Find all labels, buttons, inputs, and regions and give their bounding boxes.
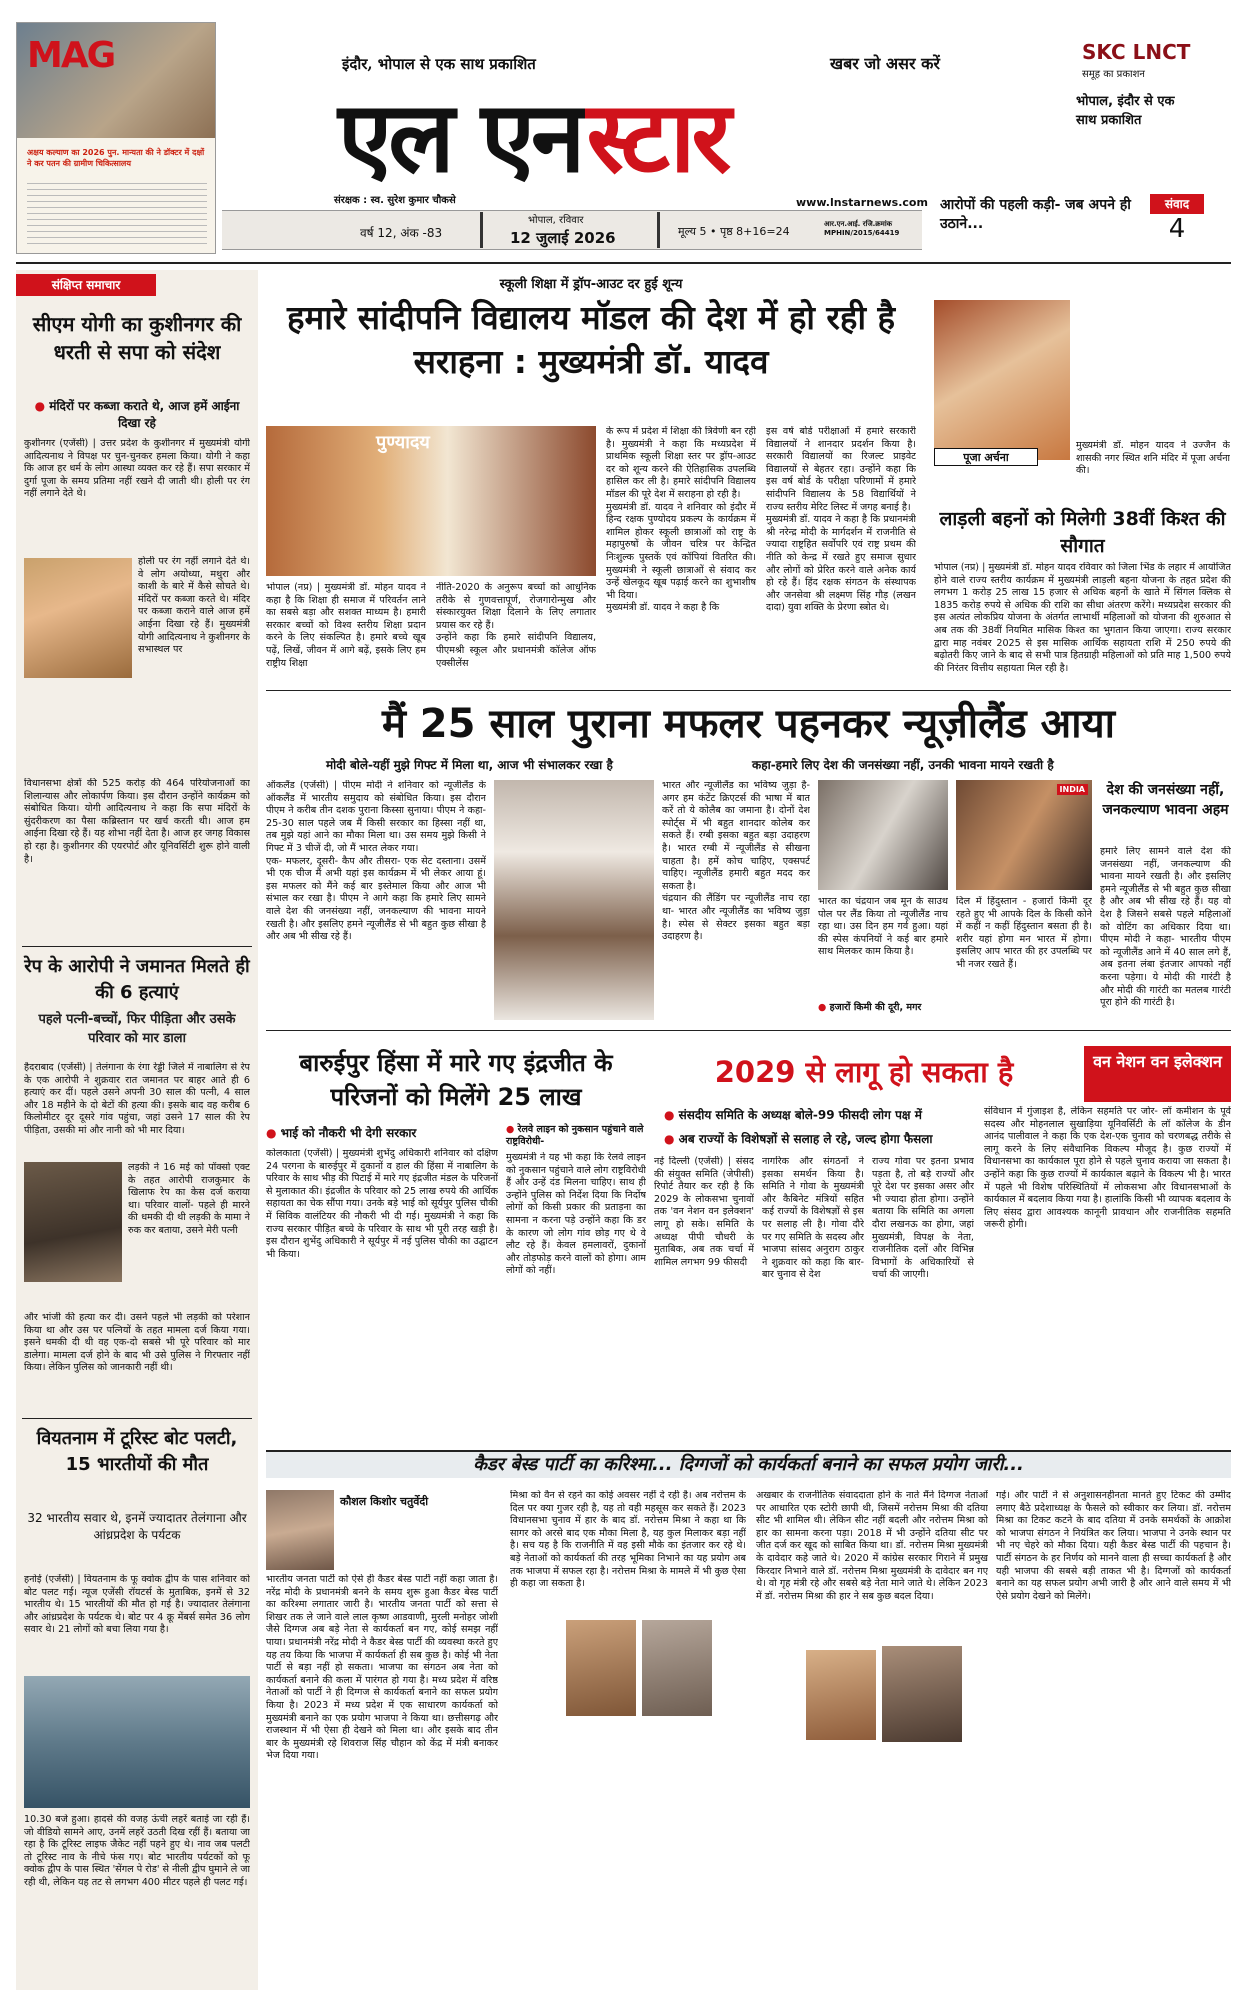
story3-body2: 10.30 बजे हुआ। हादसे की वजह ऊंची लहरें बताई जा रही हैं। जो वीडियो सामने आए, उनमें लहरें उठती दिख रहीं हैं। बताया जा रहा है कि टूरिस्ट लाइफ जैकेट नहीं पहने हुए थे। नाव जब पलटी तो टूरिस्ट नाव के नीचे फंस गए। बोट भारतीय पर्यटकों को फू क्वोक द्वीप के पास स्थित 'सेंगल पे रोड' से नीली द्वीप घुमाने ले जा रही थी, लेकिन यह तट से लगभग 400 मीटर पहले ही पलट गई।	[24, 1814, 250, 1888]
baruipur-story	[266, 1040, 646, 1450]
modi-photo-2	[818, 780, 948, 890]
brand-right-sub: समूह का प्रकाशन	[1082, 69, 1145, 80]
masthead-rule	[16, 262, 1231, 264]
onenation-col2: नागरिक और संगठनों ने इसका समर्थन किया है। समिति ने गोवा के मुख्यमंत्री और कैबिनेट मंत्रियों सहित कई राज्यों के विशेषज्ञों से इस पर सलाह ली है। गोवा दौरे पर गए समिति के सदस्य और भाजपा सांसद अनुराग ठाकुर ने शुक्रवार को कहा कि बार-बार चुनाव से देश	[762, 1156, 864, 1281]
modi-side-headline[interactable]: देश की जनसंख्या नहीं, जनकल्याण भावना अहम	[1102, 782, 1229, 818]
story2-sub: पहले पत्नी-बच्चों, फिर पीड़िता और उसके परिवार को मार डाला	[38, 1012, 236, 1046]
story1-body2: होली पर रंग नहीं लगाने देते थे। वे लोग अयोध्या, मथुरा और काशी के बारे में कैसे सोचते थे। मंदिरों पर कब्जा करते थे। मंदिर पर कब्जा कराने वाले आज हमें आईना दिखा रहे हैं। मुख्यमंत्री योगी आदित्यनाथ ने कुशीनगर के सभास्थल पर	[138, 556, 250, 656]
onenation-headline[interactable]: 2029 से लागू हो सकता है	[714, 1055, 1014, 1089]
yadav-col4: इस वर्ष बोर्ड परीक्षाओं में हमारे सरकारी विद्यालयों ने शानदार प्रदर्शन किया है। सरकारी विद्यालयों का रिजल्ट प्राइवेट विद्यालयों से बेहतर रहा। उन्होंने कहा कि इस वर्ष बोर्ड के परीक्षा परिणामों में हमारे सांदीपनि विद्यालय के 58 विद्यार्थियों ने राज्य स्तरीय मेरिट लिस्ट में जगह बनाई है। मुख्यमंत्री डॉ. यादव ने कहा है कि प्रधानमंत्री श्री नरेन्द्र मोदी के मार्गदर्शन में राजनीति से ज्यादा राष्ट्रहित सर्वोपरि एवं राष्ट्र प्रथम की नीति को केन्द्र में रखते हुए समाज सुधार और लोगों को प्रेरित करने वाले अनेक कार्य हो रहे हैं। हिंद रक्षक संगठन के संस्थापक और जनसेवा श्री लक्ष्मण सिंह गौड़ (लखन दादा) युवा शक्ति के प्रेरणा स्त्रोत थे।	[766, 426, 916, 614]
modi-headline[interactable]: मैं 25 साल पुराना मफलर पहनकर न्यूज़ीलैंड आया	[381, 701, 1116, 747]
yadav-col1: भोपाल (नप्र) | मुख्यमंत्री डॉ. मोहन यादव ने कहा है कि शिक्षा ही समाज में परिवर्तन लाने का सबसे बड़ा और सशक्त माध्यम है। हमारी सरकार बच्चों को विश्व स्तरीय शिक्षा प्रदान करने के लिए संकल्पित है। हमारे बच्चे खूब पढ़ें, लिखें, जीवन में आगे बढ़ें, इसके लिए हम राष्ट्रीय शिक्षा	[266, 582, 426, 669]
title-black: एल एन	[338, 81, 582, 195]
ladli-body: भोपाल (नप्र) | मुख्यमंत्री डॉ. मोहन यादव रविवार को जिला भिंड के लहार में आयोजित होने वाले राज्य स्तरीय कार्यक्रम में मुख्यमंत्री लाड़ली बहना योजना के तहत प्रदेश की लगभग 1 करोड़ 25 लाख 15 हजार से अधिक बहनों के खाते में सिंगल क्लिक से 1835 करोड़ रुपये से अधिक की राशि का सीधा अंतरण करेंगे। मध्यप्रदेश सरकार की इस अत्यंत लोकप्रिय योजना के अंतर्गत लाभार्थी महिलाओं को योजना की शुरुआत से अब तक की 38वीं नियमित मासिक किश्त का भुगतान किया जाएगा। राज्य सरकार द्वारा माह नवंबर 2025 से इस मासिक आर्थिक सहायता राशि में 250 रुपये की बढ़ोतरी किए जाने के बाद से सभी पात्र हितग्राही महिलाओं को प्रति माह 1,500 रुपये की निरंतर वित्तीय सहायता मिल रही है।	[934, 562, 1231, 674]
author-photo	[266, 1490, 334, 1570]
puja-label: पूजा अर्चना	[934, 448, 1038, 466]
section-label: संवाद	[1150, 194, 1204, 214]
mag-lines	[27, 183, 207, 249]
yadav-kicker: स्कूली शिक्षा में ड्रॉप-आउट दर हुई शून्य	[499, 277, 683, 292]
ladli-headline[interactable]: लाड़ली बहनों को मिलेगी 38वीं किश्त की सौगात	[939, 508, 1226, 557]
edition-note: भोपाल, इंदौर से एक साथ प्रकाशित	[1076, 94, 1175, 128]
mag-label: MAG	[27, 35, 115, 76]
bottom-col1: भारतीय जनता पार्टी को ऐसे ही कैडर बेस्ड पार्टी नहीं कहा जाता है। नरेंद्र मोदी के प्रधानमंत्री बनने के समय शुरू हुआ कैडर बेस्ड पार्टी का करिश्मा लगातार जारी है। भारतीय जनता पार्टी को सत्ता से शिखर तक ले जाने वाले लाल कृष्ण आडवाणी, मुरली मनोहर जोशी जैसे दिग्गज अब बड़े नेता से कार्यकर्ता बन गए, कोई समझ नहीं पाया। प्रधानमंत्री नरेंद्र मोदी ने कैडर बेस्ड पार्टी की व्यवस्था करते हुए यह तय किया कि भाजपा में कार्यकर्ता ही सब कुछ है। कोई भी नेता पार्टी से बड़ा नहीं हो सकता। भाजपा का संगठन अब नेता को कार्यकर्ता बनाने की कला में पारंगत हो गया है। मध्य प्रदेश में वरिष्ठ नेताओं को पार्टी ने ही दिग्गज से कार्यकर्ता बनाने का सफल प्रयोग किया है। 2023 में मध्य प्रदेश में एक साधारण कार्यकर्ता को मुख्यमंत्री बनाने का एक प्रयोग भाजपा ने किया था। छत्तीसगढ़ और राजस्थान में भी ऐसा ही देखने को मिला था। और इसके बाद तीन बार के मुख्यमंत्री रहे शिवराज सिंह चौहान को केंद्र में मंत्री बनाकर भेज दिया गया।	[266, 1574, 498, 1762]
accused-photo	[24, 1162, 122, 1282]
puja-photo	[934, 300, 1070, 460]
section-number: 4	[1168, 214, 1186, 244]
leader-photo-3	[806, 1650, 876, 1740]
leader-photo-4	[882, 1646, 962, 1742]
modi-cap1: भारत का चंद्रयान जब मून के साउथ पोल पर लैंड किया तो न्यूजीलैंड नाच रहा था। उस दिन हम गर्व हुआ। यहां की स्पेस कंपनियों ने कई बार हमारे साथ मिलकर काम किया है।	[818, 896, 948, 958]
story2-headline[interactable]: रेप के आरोपी ने जमानत मिलते ही की 6 हत्याएं	[24, 956, 250, 1003]
yadav-story	[266, 270, 916, 680]
mag-caption: अक्षय कल्याण का 2026 पुन. मान्यता की ने डॉक्टर में दक्षों ने कर पतन की ग्रामीण चिकित्सालय	[27, 148, 205, 168]
story1-body1: कुशीनगर (एजेंसी) | उत्तर प्रदेश के कुशीनगर में मुख्यमंत्री योगी आदित्यनाथ ने विपक्ष पर चुन-चुनकर हमला किया। योगी ने कहा कि आज हर धर्म के लोग आस्था व्यक्त कर रहे हैं। सपा सरकार में दुर्गा पूजा के समय प्रतिमा नहीं रखने दी जाती थी। होली पर रंग नहीं लगाने देते थे।	[24, 438, 250, 500]
modi-sub2: कहा-हमारे लिए देश की जनसंख्या नहीं, उनकी भावना मायने रखती है	[752, 758, 1054, 772]
story3-body1: हनोई (एजेंसी) | वियतनाम के फू क्वोक द्वीप के पास शनिवार को बोट पलट गई। न्यूज एजेंसी रॉयटर्स के मुताबिक, इनमें से 32 भारतीय थे। 15 भारतीयों की मौत हो गई है। ज्यादातर तेलंगाना और आंध्रप्रदेश के पर्यटक थे। बोट पर 4 क्रू मेंबर्स समेत 36 लोग सवार थे। 21 लोगों को बचा लिया गया है।	[24, 1574, 250, 1636]
baruipur-col2-head: ● रेलवे लाइन को नुकसान पहुंचाने वाले राष्ट्रविरोधी-	[506, 1124, 646, 1148]
issue-date: 12 जुलाई 2026	[510, 229, 616, 247]
yadav-headline[interactable]: हमारे सांदीपनि विद्यालय मॉडल की देश में हो रही है सराहना : मुख्यमंत्री डॉ. यादव	[286, 298, 896, 381]
baruipur-col2: मुख्यमंत्री ने यह भी कहा कि रेलवे लाइन को नुकसान पहुंचाने वाले लोग राष्ट्रविरोधी हैं और उन्हें दंड मिलना चाहिए। साथ ही उन्होंने पुलिस को निर्देश दिया कि निर्दोष लोगों को किसी प्रकार की प्रताड़ना का सामना न करना पड़े उन्होंने कहा कि डर के कारण जो लोग गांव छोड़ गए थे वे लौट रहे हैं। केवल हमलावरों, दुकानों और तोड़फोड़ करने वालों को होगा। आम लोगों को नहीं।	[506, 1152, 646, 1277]
india-tag: INDIA	[1057, 784, 1088, 795]
masthead	[0, 0, 1247, 272]
baruipur-rule	[266, 1030, 1231, 1031]
story1-body3: विधानसभा क्षेत्रों की 525 करोड़ की 464 परियोजनाओं का शिलान्यास और लोकार्पण किया। इस दौरान उन्होंने कार्यक्रम को संबोधित किया। योगी आदित्यनाथ ने कहा कि सपा मंदिरों के सुंदरीकरण का पैसा कब्रिस्तान पर खर्च करती थी। आज हम आईना दिखा रहे हैं। यह शोभा नहीं देता है। आज हर जगह विकास हो रहा है। कुशीनगर की एयरपोर्ट और यूनिवर्सिटी शुरू होने वाली है।	[24, 778, 250, 865]
boat-photo	[24, 1676, 250, 1808]
modi-col2: भारत और न्यूजीलैंड का भविष्य जुड़ा है- अगर हम कंटेंट क्रिएटर्स की भाषा में बात करें तो ये कोलैब का जमाना है। दोनों देश स्पोर्ट्स में भी बहुत शानदार कोलेब कर सकते हैं। रग्बी इसका बहुत बड़ा उदाहरण है। भारत रग्बी में न्यूजीलैंड से सीखना चाहता है। हमें कोच चाहिए, एक्सपर्ट चाहिए। न्यूजीलैंड हमारी बहुत मदद कर सकता है। चंद्रयान की लैंडिंग पर न्यूजीलैंड नाच रहा था- भारत और न्यूजीलैंड का भविष्य जुड़ा है। स्पेस से सेक्टर इसका बहुत बड़ा उदाहरण है।	[662, 780, 810, 943]
modi-side-body: हमारे लिए सामने वाले देश की जनसंख्या नहीं, जनकल्याण की भावना मायने रखती है। और इसलिए हमने न्यूजीलैंड से भी बहुत कुछ सीखा है और अब भी सीख रहे हैं। यह वो देश है जिसने सबसे पहले महिलाओं को वोटिंग का अधिकार दिया था। पीएम मोदी ने कहा- भारतीय पीएम को न्यूजीलैंड आने में 40 साल लगे हैं, अब इतना लंबा इंतजार आपको नहीं करना पड़ेगा। ये मोदी की गारंटी है और मोदी की गारंटी का मतलब गारंटी पूरा होने की गारंटी है।	[1100, 846, 1231, 1009]
left-divider-2	[22, 1418, 252, 1419]
onenation-sub2: ● अब राज्यों के विशेषज्ञों से सलाह ले रहे, जल्द होगा फैसला	[664, 1130, 1084, 1147]
title-red: स्टार	[586, 81, 728, 195]
price: मूल्य 5 • पृष्ठ 8+16=24	[678, 225, 790, 238]
yadav-col2: नीति-2020 के अनुरूप बच्चों को आधुनिक तरीके से गुणवत्तापूर्ण, रोजगारोन्मुख और संस्कारयुक्त शिक्षा दिलाने के लिए लगातार प्रयास कर रहे हैं। उन्होंने कहा कि हमारे सांदीपनि विद्यालय, पीएमश्री स्कूल और प्रधानमंत्री कॉलेज ऑफ एक्सीलेंस	[436, 582, 596, 669]
bottom-col3: अखबार के राजनीतिक संवाददाता होने के नाते मैंने दिग्गज नेताओं पर आधारित एक स्टोरी छापी थी, जिसमें नरोत्तम मिश्रा की दतिया सीट भी शामिल थी। लेकिन सीट नहीं बदली और नरोत्तम मिश्रा को हार का सामना करना पड़ा। 2018 में भी उन्होंने दतिया सीट पर जीत दर्ज कर खूद को साबित किया था। डॉ. नरोत्तम मिश्रा मुख्यमंत्री के दावेदार कहे जाते थे। 2020 में कांग्रेस सरकार गिराने में प्रमुख किरदार निभाने वाले डॉ. नरोत्तम मिश्रा मुख्यमंत्री के दावेदार बन गए थे। वो गृह मंत्री रहे और सबसे बड़े नेता माने जाते थे। लेकिन 2023 में डॉ. नरोत्तम मिश्रा की हार ने सब कुछ बदल दिया।	[756, 1490, 988, 1602]
modi-col1: ऑकलैंड (एजेंसी) | पीएम मोदी ने शनिवार को न्यूजीलैंड के ऑकलैंड में भारतीय समुदाय को संबोधित किया। इस दौरान पीएम ने करीब तीन दशक पुराना किस्सा सुनाया। पीएम ने कहा- 25-30 साल पहले जब मैं किसी सरकार का हिस्सा नहीं था, तब मुझे यहां आने का मौका मिला था। उस समय मुझे किसी ने गिफ्ट में 3 चीजें दी, जो मैं भारत लेकर गया। एक- मफलर, दूसरी- कैप और तीसरा- एक सेट दस्ताना। उसमें भी एक चीज मैं अभी यहां इस कार्यक्रम में भी लेकर आया हूं। इस मफलर को मैंने कई बार इस्तेमाल किया और आज भी संभाल कर रखा है। पीएम ने आगे कहा कि हमारे लिए सामने वाले देश की जनसंख्या नहीं, जनकल्याण की भावना मायने रखती है। और इसलिए हमने न्यूजीलैंड से भी बहुत कुछ सीखा है और अब भी सीख रहे हैं।	[266, 780, 486, 943]
baruipur-col1: कोलकाता (एजेंसी) | मुख्यमंत्री शुभेंदु अधिकारी शनिवार को दक्षिण 24 परगना के बारुईपुर में दुकानों व हाल की हिंसा में नाबालिग के परिवार के साथ भीड़ की पिटाई में मारे गए इंद्रजीत मंडल के परिजनों से मुलाकात की। इंद्रजीत के परिवार को 25 लाख रुपये की आर्थिक सहायता का चेक सौंपा गया। उनके बड़े भाई को सूर्यपुर पुलिस चौकी में सिविक वालंटियर की नौकरी भी दी गई। मुख्यमंत्री ने कहा कि राज्य सरकार पीड़ित बच्चे के परिवार के साथ भी पूरी तरह खड़ी है। इस दौरान शुभेंदु अधिकारी ने सूर्यपुर में नई पुलिस चौकी का उद्घाटन भी किया।	[266, 1148, 498, 1260]
masthead-title	[338, 66, 728, 195]
baruipur-headline[interactable]: बारुईपुर हिंसा में मारे गए इंद्रजीत के परिजनों को मिलेंगे 25 लाख	[299, 1049, 613, 1111]
modi-top-rule	[266, 690, 1231, 691]
story2-body2: लड़की ने 16 मई को पॉक्सो एक्ट के तहत आरोपी राजकुमार के खिलाफ रेप का केस दर्ज कराया था। परिवार वालों- पहले ही मारने की धमकी दी थी लड़की के मामा ने रुक कर बताया, उसने मेरी पत्नी	[128, 1162, 250, 1236]
onenation-badge: वन नेशन वन इलेक्शन	[1084, 1046, 1231, 1102]
onenation-col4: संविधान में गुंजाइश है, लेकिन सहमति पर जोर- लॉ कमीशन के पूर्व सदस्य और मोहनलाल सुखाड़िया यूनिवर्सिटी के लॉ कॉलेज के डीन आनंद पालीवाल ने कहा कि एक देश-एक चुनाव को चरणबद्ध तरीके से लागू करने के लिए संवैधानिक विकल्प मौजूद है। कुछ राज्यों में विधानसभा का कार्यकाल पूरा होने से पहले चुनाव कराया जा सकता है। उन्होंने कहा कि कुछ राज्यों में कार्यकाल बढ़ाने के विकल्प भी है। भारत में पहले भी विशेष परिस्थितियों में लोकसभा और विधानसभाओं के कार्यकाल में बदलाव किया गया है। हालांकि किसी भी व्यापक बदलाव के लिए संसद द्वारा आवश्यक कानूनी प्रावधान और राजनीतिक सहमति जरूरी होगी।	[984, 1106, 1231, 1231]
city-day: भोपाल, रविवार	[528, 215, 584, 226]
yogi-photo	[24, 558, 132, 678]
story1-headline[interactable]: सीएम योगी का कुशीनगर की धरती से सपा को संदेश	[32, 312, 242, 364]
story3-sub: 32 भारतीय सवार थे, इनमें ज्यादातर तेलंगाना और आंध्रप्रदेश के पर्यटक	[27, 1511, 247, 1542]
year-issue: वर्ष 12, अंक -83	[360, 226, 443, 240]
teaser[interactable]: आरोपों की पहली कड़ी- जब अपने ही उठाने...	[940, 197, 1131, 232]
story1-sub: ● मंदिरों पर कब्जा कराते थे, आज हमें आईना दिखा रहे	[24, 398, 250, 432]
leader-photo-2	[642, 1620, 712, 1716]
bottom-banner[interactable]: कैडर बेस्ड पार्टी का करिश्मा... दिग्गजों को कार्यकर्ता बनाने का सफल प्रयोग जारी...	[473, 1454, 1024, 1475]
left-divider-1	[22, 946, 252, 947]
editor-line: संरक्षक : स्व. सुरेश कुमार चौकसे	[334, 195, 456, 206]
modi-photo	[494, 780, 654, 1020]
tagline-left: इंदौर, भोपाल से एक साथ प्रकाशित	[342, 55, 536, 73]
story2-body3: और भांजी की हत्या कर दी। उसने पहले भी लड़की को परेशान किया था और उस पर पत्नियों के तहत मामला दर्ज किया गया। इसने धमकी दी थी वह एक-दो सबसे भी पूरे परिवार को मार डालेगा। मामला दर्ज होने के बाद भी उसे पुलिस ने गिरफ्तार नहीं किया। लेकिन पुलिस को जानकारी नहीं थी।	[24, 1312, 250, 1374]
tagline-right: खबर जो असर करें	[830, 54, 940, 73]
mag-thumbnail[interactable]	[16, 22, 216, 254]
yadav-photo	[266, 426, 596, 576]
bottom-feature	[266, 1450, 1231, 1990]
onenation-col1: नई दिल्ली (एजेंसी) | संसद की संयुक्त समिति (जेपीसी) रिपोर्ट तैयार कर रही है कि 2029 के लोकसभा चुनावों तक 'वन नेशन वन इलेक्शन' लागू हो सके। समिति के अध्यक्ष पीपी चौधरी के मुताबिक, अब तक चर्चा में शामिल लगभग 99 फीसदी	[654, 1156, 754, 1268]
modi-cap1-bullet: ● हजारों किमी की दूरी, मगर	[818, 1000, 948, 1013]
brand-right: SKC LNCT	[1082, 40, 1191, 64]
bottom-col4: गई। और पार्टी ने से अनुशासनहीनता मानते हुए टिकट की उम्मीद लगाए बैठे प्रदेशाध्यक्ष के फैसले को स्वीकार कर लिया। डॉ. नरोत्तम मिश्रा का टिकट कटने के बाद दतिया में उनके समर्थकों के आक्रोश को भाजपा संगठन ने नियंत्रित कर लिया। भाजपा ने उनके स्थान पर भी नए चेहरे को मौका दिया। यही कैडर बेस्ड पार्टी की पहचान है। पार्टी संगठन के हर निर्णय को मानने वाला ही सच्चा कार्यकर्ता है और यही भाजपा की सबसे बड़ी ताकत भी है। दिग्गजों को कार्यकर्ता बनाने का यह सफल प्रयोग अभी जारी है और आने वाले समय में भी ऐसे प्रयोग देखने को मिलेंगे।	[996, 1490, 1231, 1602]
story3-headline[interactable]: वियतनाम में टूरिस्ट बोट पलटी, 15 भारतीयों की मौत	[36, 1428, 238, 1475]
left-column	[16, 270, 258, 1990]
onenation-col3: राज्य गोवा पर इतना प्रभाव पड़ता है, तो बड़े राज्यों और पूरे देश पर इसका असर और भी ज्यादा होता होगा। उन्होंने बताया कि समिति का अगला दौरा लखनऊ का होगा, जहां मुख्यमंत्री, विपक्ष के नेता, राजनीतिक दलों और विभिन्न विभागों के अधिकारियों से चर्चा की जाएगी।	[872, 1156, 974, 1281]
leader-photo-1	[566, 1620, 636, 1716]
puja-caption: मुख्यमंत्री डॉ. मोहन यादव ने उज्जैन के शासकी नगर स्थित शनि मंदिर में पूजा अर्चना की।	[1076, 440, 1230, 477]
bottom-col2: मिश्रा को वैन से रहने का कोई अवसर नहीं दे रही है। अब नरोत्तम के दिल पर क्या गुजर रही है, यह तो वही महसूस कर सकते हैं। 2023 विधानसभा चुनाव में हार के बाद डॉ. नरोत्तम मिश्रा ने कहा था कि सागर को अरसे बाद एक मौका मिला है, यह कुल मिलाकर बड़ा नहीं है। सच यह है कि राजनीति में वह इसी मौके का इंतजार कर रहे थे। बड़े नेताओं को कार्यकर्ता की तरह भूमिका निभाने का यह प्रयोग अब तक भाजपा में सफल रहा है। नरोत्तम मिश्रा के मामले में भी कुछ ऐसा ही कहा जा सकता है।	[510, 1490, 746, 1590]
onenation-story	[654, 1040, 1231, 1450]
onenation-sub1: ● संसदीय समिति के अध्यक्ष बोले-99 फीसदी लोग पक्ष में	[664, 1106, 1084, 1123]
modi-cap2: दिल में हिंदुस्तान - हजारों किमी दूर रहते हुए भी आपके दिल के किसी कोने में कहीं न कहीं हिंदुस्तान बसता ही है। शरीर यहां होगा मन भारत में होगा। इसलिए आप भारत की हर उपलब्धि पर भी नजर रखते हैं।	[956, 896, 1092, 970]
brief-news-label: संक्षिप्त समाचार	[16, 274, 156, 296]
modi-photo-3	[956, 780, 1092, 890]
modi-sub1: मोदी बोले-यहीं मुझे गिफ्ट में मिला था, आज भी संभालकर रखा है	[326, 758, 613, 772]
yadav-col3: के रूप में प्रदेश में शिक्षा की त्रिवेणी बन रही है। मुख्यमंत्री ने कहा कि मध्यप्रदेश में प्राथमिक स्कूली शिक्षा स्तर पर ड्रॉप-आउट दर को शून्य करने की ऐतिहासिक उपलब्धि हासिल कर ली है। हमारे सांदीपनि विद्यालय मॉडल की पूरे देश में सराहना हो रही है। मुख्यमंत्री डॉ. यादव ने शनिवार को इंदौर में हिन्द रक्षक पुण्योदय प्रकल्प के कार्यक्रम में शामिल होकर स्कूली छात्राओं को राष्ट्र के महापुरुषों के जीवन चरित्र पर केन्द्रित निःशुल्क पुस्तकें एवं कॉपियां वितरित की। मुख्यमंत्री ने स्कूली छात्राओं से संवाद कर उन्हें खेलकूद खूब पढ़ाई करने का शुभाशीष भी दिया। मुख्यमंत्री डॉ. यादव ने कहा है कि	[606, 426, 756, 614]
registration: आर.एन.आई. रजि.क्रमांक MPHIN/2015/64419	[824, 220, 900, 237]
website[interactable]: www.lnstarnews.com	[796, 196, 928, 209]
story2-body1: हैदराबाद (एजेंसी) | तेलंगाना के रंगा रेड्डी जिले में नाबालिग से रेप के एक आरोपी ने शुक्रवार रात जमानत पर बाहर आते ही 6 हत्याएं कर दीं। पहले उसने अपनी 30 साल की पत्नी, 4 साल और 18 महीने के दो बेटों की हत्या की। इसके बाद वह करीब 6 किलोमीटर दूर दूसरे गांव पहुंचा, जहां उसने 17 साल की रेप पीड़िता, उसकी मां और नानी को भी मार दिया।	[24, 1062, 250, 1136]
photo-banner: पुण्यादय	[376, 432, 430, 453]
baruipur-sub: ● भाई को नौकरी भी देगी सरकार	[266, 1124, 496, 1141]
right-top	[934, 300, 1231, 680]
byline: कौशल किशोर चतुर्वेदी	[340, 1495, 429, 1508]
